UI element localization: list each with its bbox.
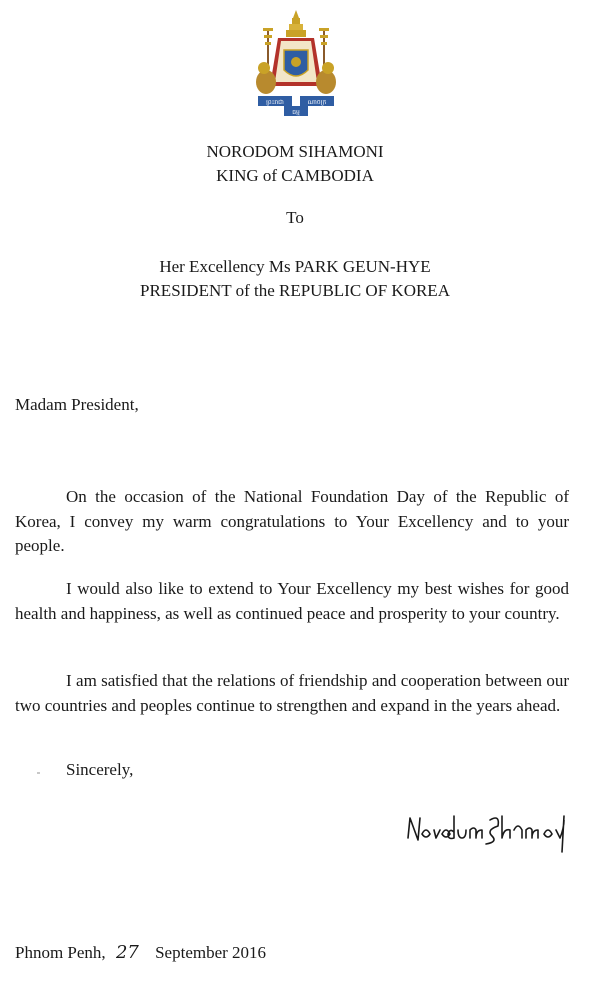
stray-mark [37,772,40,774]
crest-banner-bottom: ធម្ម [292,109,300,116]
body-paragraph-2: I would also like to extend to Your Excellency my best wishes for good health and happiness, as well as continued peace and prosperity to your country. [15,579,569,623]
body-paragraph-3: I am satisfied that the relations of friendship and cooperation between our two countries and peoples continue to strengthen and expand in the years ahead. [15,671,569,715]
salutation: Madam President, [15,395,139,414]
sender-name: NORODOM SIHAMONI [206,142,384,161]
closing: Sincerely, [66,760,134,779]
date-place: Phnom Penh, [15,943,106,962]
date-day: 27 [115,942,139,963]
crest-banner-left: ព្រះរាជា [266,99,284,106]
royal-crest [250,8,342,130]
to-line: To [286,208,304,227]
sender-title: KING of CAMBODIA [216,166,374,185]
date-month-year: September 2016 [155,943,267,962]
recipient-name: Her Excellency Ms PARK GEUN-HYE [159,257,431,276]
recipient-title: PRESIDENT of the REPUBLIC OF KOREA [140,281,450,300]
crest-banner-right: ណាចក្រ [307,99,327,106]
body-paragraph-1: On the occasion of the National Foundation Day of the Republic of Korea, I convey my warm congratulations to Your Excellency and to your people. [15,487,569,555]
date-line [15,942,266,963]
signature [404,808,572,854]
royal-coat-of-arms-icon [250,8,342,130]
handwritten-signature-icon [404,808,572,854]
